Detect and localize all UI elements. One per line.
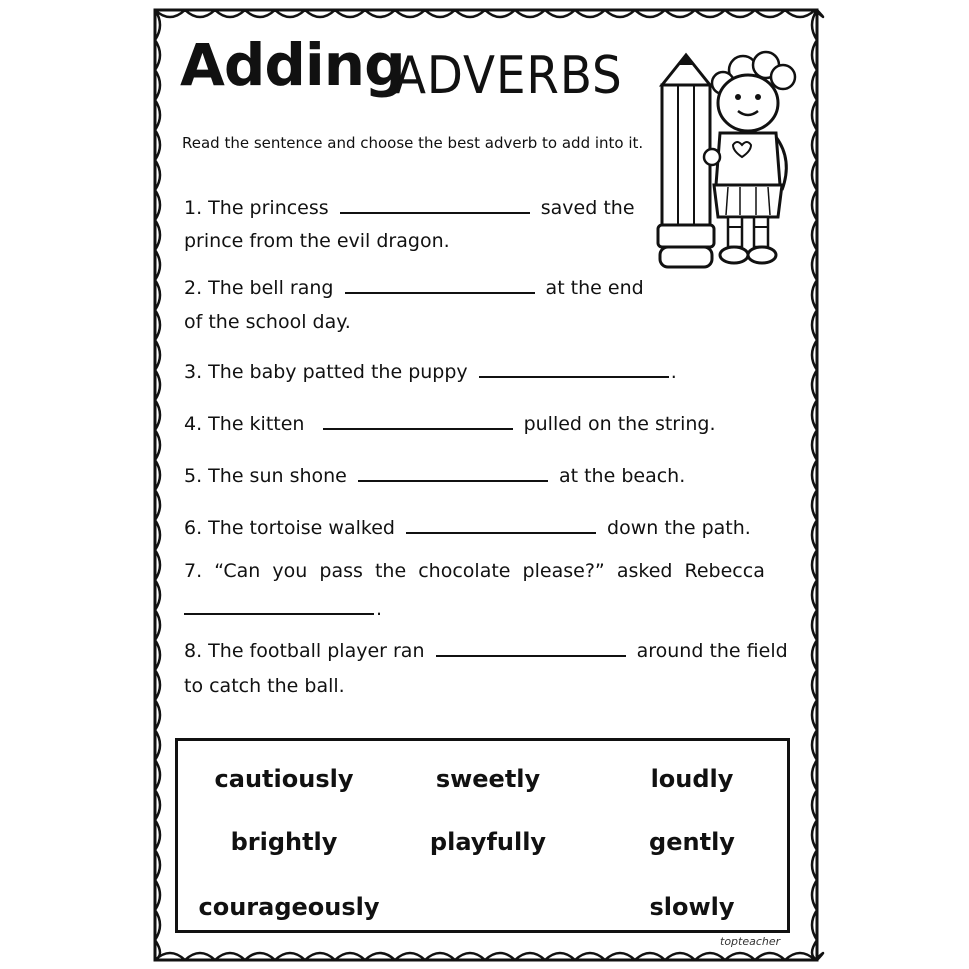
question-2: [184, 279, 644, 298]
answer-blank-5[interactable]: [358, 480, 548, 482]
page-title-light: ADVERBS: [394, 46, 623, 106]
question-1: [184, 199, 635, 218]
word-bank-item-playfully: playfully: [429, 828, 547, 856]
word-bank-item-courageously: courageously: [198, 893, 380, 921]
word-bank-item-sweetly: sweetly: [435, 765, 541, 793]
word-bank-item-gently: gently: [649, 828, 735, 856]
question-8-text-after: around the field: [636, 640, 788, 662]
question-3-text: 3. The baby patted the puppy: [184, 361, 468, 383]
question-2-text-after: at the end: [545, 277, 644, 299]
question-6: [184, 519, 751, 538]
question-3-text-after: .: [670, 361, 677, 383]
question-7: 7. “Can you pass the chocolate please?” asked Rebecca: [184, 560, 765, 582]
answer-blank-3[interactable]: [479, 376, 669, 378]
question-6-text-after: down the path.: [607, 517, 751, 539]
question-4-text: 4. The kitten: [184, 413, 305, 435]
question-1-line-2: prince from the evil dragon.: [184, 230, 450, 252]
word-bank-item-loudly: loudly: [650, 765, 734, 793]
question-4: [184, 415, 716, 434]
girl-with-pencil-illustration: [648, 45, 798, 275]
question-1-text-after: saved the: [540, 197, 635, 219]
question-8: [184, 642, 788, 661]
question-8-line-2: to catch the ball.: [184, 675, 345, 697]
question-3: [184, 363, 677, 382]
instructions: Read the sentence and choose the best adverb to add into it.: [182, 134, 644, 152]
answer-blank-4[interactable]: [323, 428, 513, 430]
answer-blank-8[interactable]: [436, 655, 626, 657]
question-5-text-after: at the beach.: [558, 465, 686, 487]
page-title-bold: Adding: [180, 31, 405, 99]
word-bank-item-cautiously: cautiously: [214, 765, 354, 793]
question-7-line-2: [184, 600, 382, 619]
question-6-text: 6. The tortoise walked: [184, 517, 395, 539]
question-8-text: 8. The football player ran: [184, 640, 425, 662]
answer-blank-6[interactable]: [406, 532, 596, 534]
word-bank-item-brightly: brightly: [230, 828, 338, 856]
answer-blank-2[interactable]: [345, 292, 535, 294]
question-2-text: 2. The bell rang: [184, 277, 334, 299]
question-1-text: 1. The princess: [184, 197, 329, 219]
question-4-text-after: pulled on the string.: [523, 413, 716, 435]
answer-blank-1[interactable]: [340, 212, 530, 214]
question-2-line-2: of the school day.: [184, 311, 351, 333]
word-bank-item-slowly: slowly: [649, 893, 735, 921]
question-5-text: 5. The sun shone: [184, 465, 347, 487]
answer-blank-7[interactable]: [184, 613, 374, 615]
brand-logo: topteacher: [720, 935, 781, 948]
question-5: [184, 467, 685, 486]
question-7-text-after: .: [376, 598, 383, 620]
